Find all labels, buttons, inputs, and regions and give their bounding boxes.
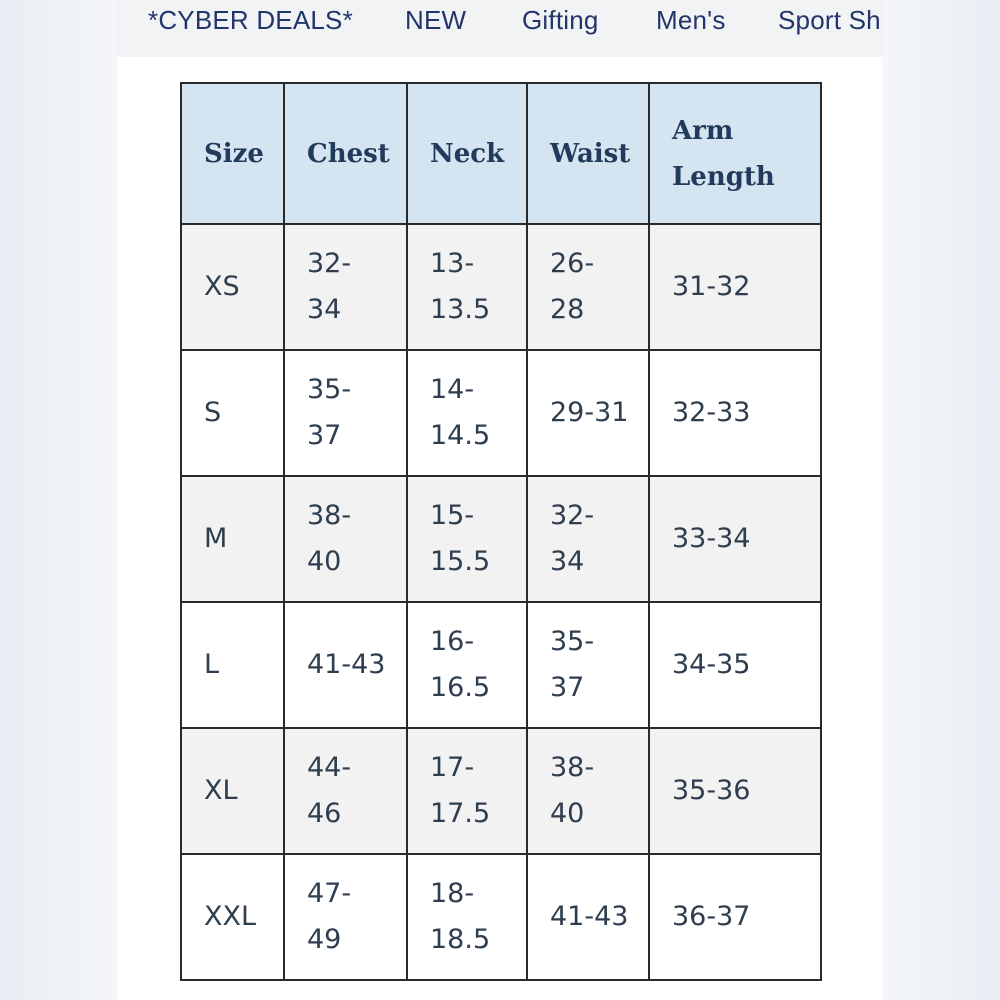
cell-neck: 16- 16.5 xyxy=(407,602,527,728)
header-size: Size xyxy=(181,83,284,224)
cell-size: S xyxy=(181,350,284,476)
nav-link-gifting[interactable]: Gifting xyxy=(522,5,599,35)
cell-arm-length: 34-35 xyxy=(649,602,821,728)
table-header-row xyxy=(181,83,821,224)
cell-chest: 32- 34 xyxy=(284,224,407,350)
table-row xyxy=(181,854,821,980)
size-chart-panel xyxy=(118,57,882,1000)
cell-chest: 35- 37 xyxy=(284,350,407,476)
cell-arm-length: 31-32 xyxy=(649,224,821,350)
cell-arm-length: 35-36 xyxy=(649,728,821,854)
cell-neck: 17- 17.5 xyxy=(407,728,527,854)
cell-size: XS xyxy=(181,224,284,350)
header-arm-length: Arm Length xyxy=(649,83,821,224)
cell-size: XL xyxy=(181,728,284,854)
cell-waist: 26- 28 xyxy=(527,224,649,350)
cell-waist: 41-43 xyxy=(527,854,649,980)
table-row xyxy=(181,350,821,476)
cell-size: L xyxy=(181,602,284,728)
size-chart-table xyxy=(180,82,822,981)
cell-chest: 44- 46 xyxy=(284,728,407,854)
header-chest: Chest xyxy=(284,83,407,224)
cell-waist: 32- 34 xyxy=(527,476,649,602)
cell-neck: 13- 13.5 xyxy=(407,224,527,350)
table-row xyxy=(181,602,821,728)
top-navigation xyxy=(118,0,882,57)
cell-arm-length: 32-33 xyxy=(649,350,821,476)
header-neck: Neck xyxy=(407,83,527,224)
table-row xyxy=(181,224,821,350)
table-row xyxy=(181,728,821,854)
nav-link-cyber-deals[interactable]: *CYBER DEALS* xyxy=(148,5,353,35)
table-row xyxy=(181,476,821,602)
cell-arm-length: 36-37 xyxy=(649,854,821,980)
cell-waist: 29-31 xyxy=(527,350,649,476)
cell-waist: 38- 40 xyxy=(527,728,649,854)
cell-chest: 38- 40 xyxy=(284,476,407,602)
nav-link-new[interactable]: NEW xyxy=(405,5,467,35)
header-waist: Waist xyxy=(527,83,649,224)
cell-chest: 41-43 xyxy=(284,602,407,728)
nav-link-mens[interactable]: Men's xyxy=(656,5,726,35)
cell-chest: 47- 49 xyxy=(284,854,407,980)
cell-waist: 35- 37 xyxy=(527,602,649,728)
cell-size: XXL xyxy=(181,854,284,980)
cell-arm-length: 33-34 xyxy=(649,476,821,602)
cell-neck: 15- 15.5 xyxy=(407,476,527,602)
nav-link-sport-shop[interactable]: Sport Sh xyxy=(778,5,881,35)
cell-neck: 14- 14.5 xyxy=(407,350,527,476)
cell-size: M xyxy=(181,476,284,602)
cell-neck: 18- 18.5 xyxy=(407,854,527,980)
